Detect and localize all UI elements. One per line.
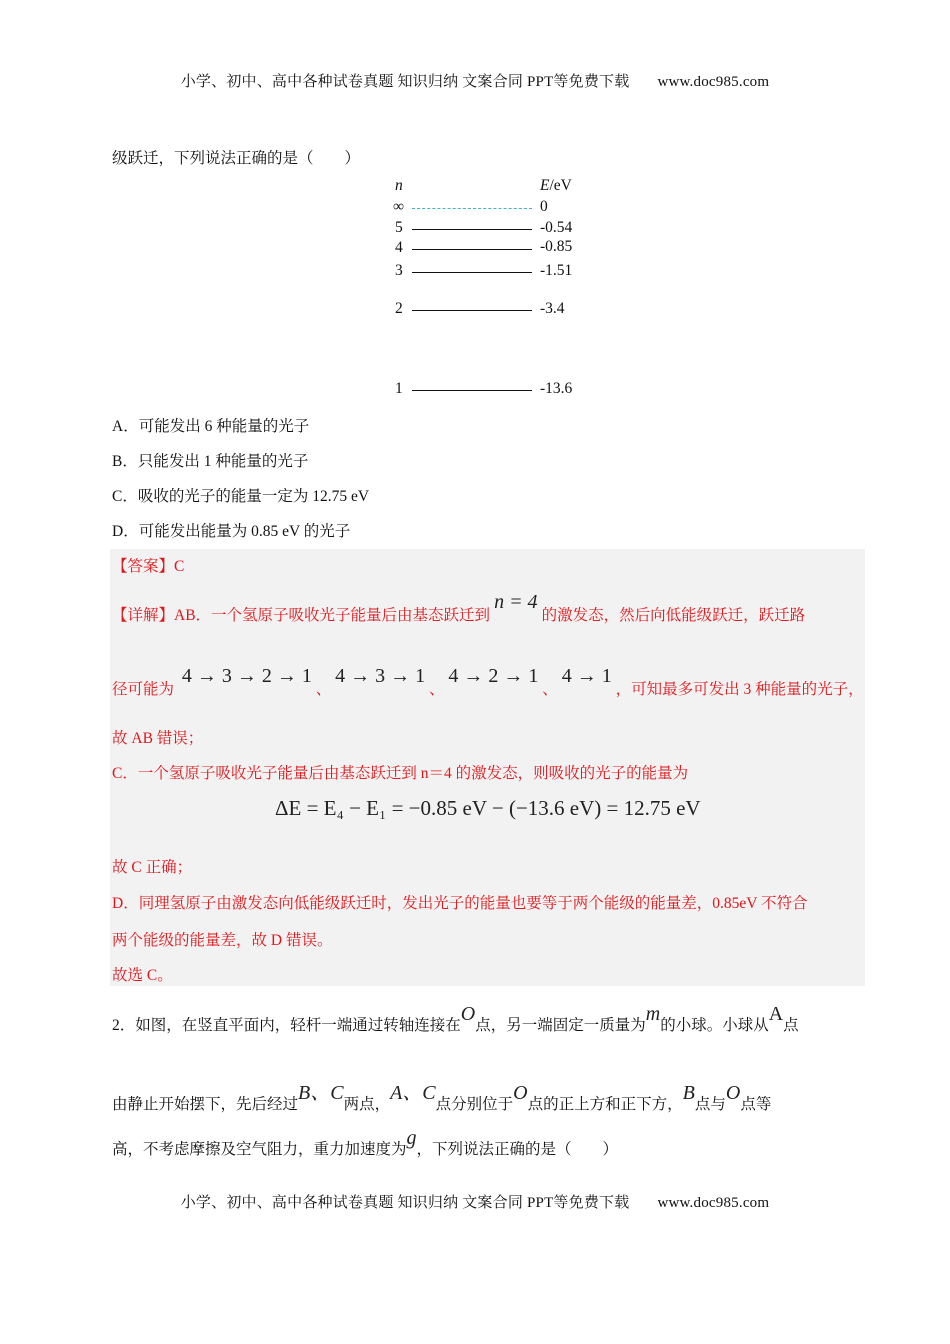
q2-text: ，下列说法正确的是（ ） [416,1141,619,1158]
level-n-4: 4 [395,239,403,256]
c-explanation: C．一个氢原子吸收光子能量后由基态跃迁到 n＝4 的激发态，则吸收的光子的能量为 [112,765,689,782]
detail-ab-text2: 的激发态，然后向低能级跃迁，跃迁路 [541,607,806,624]
level-line-inf [412,208,532,209]
energy-level-diagram [385,175,625,405]
level-n-1: 1 [395,380,403,397]
n-equals-4-formula: n = 4 [494,591,538,613]
q2-text: 由静止开始摆下，先后经过 [112,1096,299,1113]
q2-text: 高，不考虑摩擦及空气阻力，重力加速度为 [112,1141,407,1158]
q2-text: 如图，在竖直平面内，轻杆一端通过转轴连接在 [135,1017,461,1034]
question-2-line3 [112,1127,619,1160]
d-explanation-1: D．同理氢原子由激发态向低能级跃迁时，发出光子的能量也要等于两个能级的能量差，0.85eV 不符合 [112,895,808,912]
q2-text: 点的正上方和正下方， [527,1096,683,1113]
option-d: D．可能发出能量为 0.85 eV 的光子 [112,523,351,540]
level-line-3 [412,272,532,273]
level-n-5: 5 [395,219,403,236]
question-2-number: 2． [112,1017,136,1034]
path-sep-3: 、 [542,681,558,698]
var-A: A [768,1003,784,1025]
answer-line: 【答案】C [112,558,185,575]
level-line-5 [412,229,532,230]
level-line-2 [412,310,532,311]
page-header [0,70,950,91]
path-sep-2: 、 [429,681,445,698]
path-1: 4 → 3 → 2 → 1 [181,665,312,687]
level-e-5: -0.54 [540,219,573,236]
level-e-2: -3.4 [540,300,565,317]
path-prefix: 径可能为 [112,681,175,698]
level-n-inf: ∞ [393,198,405,215]
d-explanation-2: 两个能级的能量差，故 D 错误。 [112,932,333,949]
q2-text: 点等 [740,1096,772,1113]
ab-conclusion: 故 AB 错误； [112,730,204,747]
level-e-1: -13.6 [540,380,573,397]
option-b: B．只能发出 1 种能量的光子 [112,453,309,470]
q2-text: 两点， [343,1096,391,1113]
question-2-line2 [112,1082,772,1115]
q2-text: 点 [783,1017,799,1034]
final-choice: 故选 C。 [112,967,173,984]
energy-formula: ΔE = E₄ − E₁ = −0.85 eV − (−13.6 eV) = 12.75 eV [275,796,701,820]
page-footer [0,1191,950,1212]
energy-axis-label: E/eV [540,177,572,194]
option-a: A．可能发出 6 种能量的光子 [112,418,310,435]
path-3: 4 → 2 → 1 [448,665,539,687]
transition-paths-line [112,665,864,700]
level-line-4 [412,249,532,250]
var-B: B [682,1082,695,1104]
c-conclusion: 故 C 正确； [112,859,193,876]
option-c: C．吸收的光子的能量一定为 12.75 eV [112,488,370,505]
footer-text: 小学、初中、高中各种试卷真题 知识归纳 文案合同 PPT等免费下载 [180,1195,630,1211]
q2-text: 点，另一端固定一质量为 [475,1017,646,1034]
header-url[interactable]: www.doc985.com [657,74,770,90]
question-2-line1 [112,1003,799,1036]
level-n-3: 3 [395,262,403,279]
level-e-3: -1.51 [540,262,573,279]
q2-text: 点分别位于 [435,1096,514,1113]
path-suffix: ，可知最多可发出 3 种能量的光子， [615,681,864,698]
n-axis-label: n [395,177,403,194]
level-e-inf: 0 [540,198,548,215]
level-n-2: 2 [395,300,403,317]
var-O: O [460,1003,476,1025]
header-text: 小学、初中、高中各种试卷真题 知识归纳 文案合同 PPT等免费下载 [180,74,630,90]
level-line-1 [412,390,532,391]
var-O-2: O [513,1082,528,1104]
path-2: 4 → 3 → 1 [335,665,426,687]
var-B-C: B、C [298,1082,344,1104]
footer-url[interactable]: www.doc985.com [657,1195,770,1211]
var-m: m [645,1003,661,1025]
var-O-3: O [725,1082,741,1104]
path-4: 4 → 1 [561,665,612,687]
detail-ab-text1: AB．一个氢原子吸收光子能量后由基态跃迁到 [174,607,491,624]
question-1-stem: 级跃迁，下列说法正确的是（ ） [112,150,361,167]
q2-text: 的小球。小球从 [660,1017,769,1034]
level-e-4: -0.85 [540,238,573,255]
detail-tag: 【详解】 [112,607,175,624]
var-g: g [406,1127,417,1149]
detail-ab-line1 [112,591,806,626]
path-sep-1: 、 [315,681,332,698]
var-A-C: A、C [390,1082,436,1104]
q2-text: 点与 [694,1096,726,1113]
